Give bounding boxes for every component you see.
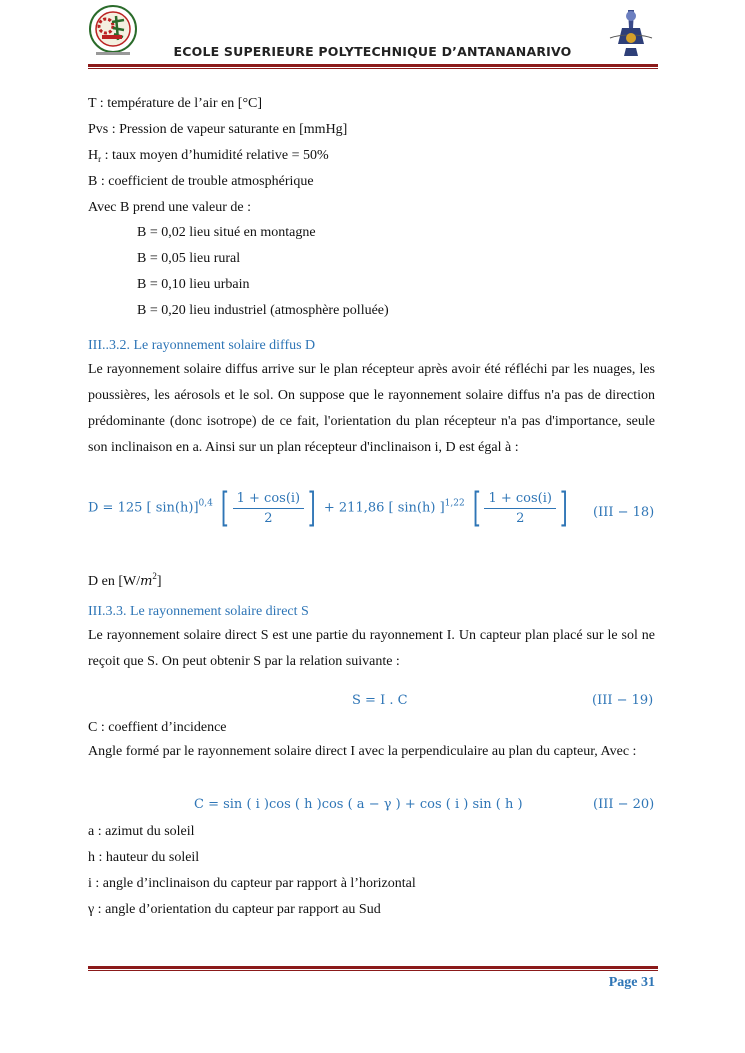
page-number: Page 31 (608, 975, 655, 990)
unit-close: ] (156, 574, 162, 589)
fraction-denominator: 2 (516, 510, 525, 526)
hr-symbol: H (88, 148, 99, 163)
equation-III-18 (88, 485, 572, 531)
fraction-numerator: 1 + cos(i) (233, 491, 305, 509)
equation-number-19: (III − 19) (592, 693, 654, 708)
def-pvs: Pvs : Pression de vapeur saturante en [mmHg] (88, 122, 348, 137)
paragraph-angle: Angle formé par le rayonnement solaire direct I avec la perpendiculaire au plan du capteur, Avec : (88, 744, 637, 759)
equation-III-19: S = I . C (352, 693, 408, 708)
def-azimut: a : azimut du soleil (88, 824, 195, 839)
paragraph-diffus: Le rayonnement solaire diffus arrive sur le plan récepteur après avoir été réfléchi par les nuages, les poussières, les aérosols et le sol. On suppose que le rayonnement solaire diffus n'a pas de direction prédominante (donc isotrope) de ce fait, l'orientation du plan récepteur n'a pas d'importance, seule son inclinaison en a. Ainsi sur un plan récepteur d'inclinaison i, D est égal à : (88, 362, 655, 455)
equation-number-18: (III − 18) (593, 505, 655, 520)
footer-rule-thin (88, 970, 658, 971)
unit-math: m (140, 574, 153, 589)
b-value-item: B = 0,20 lieu industriel (atmosphère polluée) (137, 303, 389, 318)
section-heading-direct: III.3.3. Le rayonnement solaire direct S (88, 604, 309, 619)
equation-number-20: (III − 20) (593, 797, 655, 812)
eq18-fraction (484, 491, 556, 526)
def-coefficient-b: B : coefficient de trouble atmosphérique (88, 174, 314, 189)
eq18-exp1: 0,4 (198, 498, 213, 509)
eq18-exp2: 1,22 (444, 498, 465, 509)
def-temperature: T : température de l’air en [°C] (88, 96, 263, 111)
bracket-right: ] (559, 485, 568, 531)
eq18-mid: + 211,86 [ sin(h) ] (323, 500, 445, 516)
def-c-incidence: C : coeffient d’incidence (88, 720, 227, 735)
fraction-numerator: 1 + cos(i) (484, 491, 556, 509)
bracket-left: [ (220, 485, 229, 531)
unit-text: D en [W/ (88, 574, 141, 589)
paragraph-direct: Le rayonnement solaire direct S est une partie du rayonnement I. Un capteur plan placé sur le sol ne reçoit que S. On peut obtenir S par la relation suivante : (88, 628, 655, 669)
b-value-item: B = 0,02 lieu situé en montagne (137, 225, 316, 240)
eq18-fraction (233, 491, 305, 526)
header-rule-thin (88, 68, 658, 69)
b-values-intro: Avec B prend une valeur de : (88, 200, 252, 215)
footer-rule (88, 966, 658, 969)
bracket-left: [ (472, 485, 481, 531)
unit-line (88, 568, 162, 590)
def-humidity (88, 148, 329, 167)
def-hauteur: h : hauteur du soleil (88, 850, 200, 865)
b-value-item: B = 0,05 lieu rural (137, 251, 241, 266)
b-value-item: B = 0,10 lieu urbain (137, 277, 250, 292)
equation-III-20: C = sin ( i )cos ( h )cos ( a − γ ) + cos ( i ) sin ( h ) (194, 797, 523, 812)
def-orientation: γ : angle d’orientation du capteur par rapport au Sud (88, 902, 381, 917)
def-inclinaison: i : angle d’inclinaison du capteur par rapport à l’horizontal (88, 876, 416, 891)
school-name-header: ECOLE SUPERIEURE POLYTECHNIQUE D’ANTANANARIVO (173, 44, 572, 59)
hr-subscript: r (98, 154, 102, 164)
section-heading-diffus: III..3.2. Le rayonnement solaire diffus D (88, 338, 316, 353)
eq18-lhs: D = 125 [ sin(h)] (88, 500, 199, 516)
hr-text: : taux moyen d’humidité relative = 50% (101, 148, 329, 163)
header-rule (88, 64, 658, 67)
bracket-right: ] (308, 485, 316, 531)
fraction-denominator: 2 (264, 510, 273, 526)
unit-exp: 2 (152, 571, 157, 581)
